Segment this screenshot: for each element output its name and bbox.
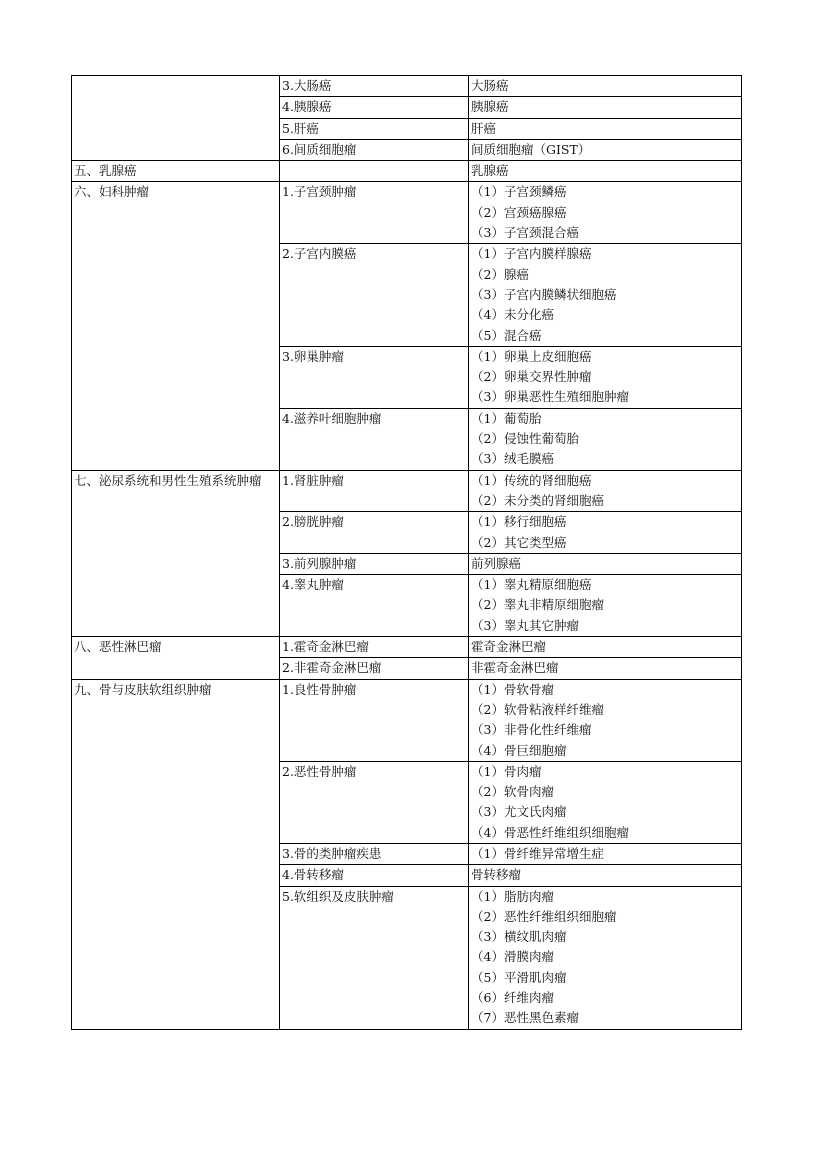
tumor-types-cell [469,161,742,182]
tumor-type-item: （3）横纹肌肉瘤 [471,929,567,945]
tumor-types-cell [469,118,742,139]
tumor-type-item: （3）子宫内膜鳞状细胞癌 [471,286,617,302]
tumor-types-cell [469,139,742,160]
category-cell [72,470,280,636]
tumor-types-cell [469,886,742,1029]
tumor-type-item: （1）卵巢上皮细胞癌 [471,348,592,364]
subcategory-cell [280,575,469,637]
subcategory-cell [280,637,469,658]
tumor-type-item: （2）腺癌 [471,266,529,282]
tumor-type-item: 间质细胞瘤（GIST） [471,141,591,157]
subcategory-cell [280,658,469,679]
subcategory-label [282,161,468,181]
tumor-type-item: （1）子宫内膜样腺癌 [471,246,592,262]
subcategory-cell [280,244,469,346]
tumor-type-item: 大肠癌 [471,78,509,93]
tumor-type-item: （3）子宫颈混合癌 [471,225,579,241]
table-body [72,76,742,1030]
tumor-type-item: （5）平滑肌肉瘤 [471,969,567,985]
tumor-types-cell [469,658,742,679]
tumor-types-cell [469,346,742,408]
subcategory-label: 3.大肠癌 [282,78,332,93]
tumor-types-cell [469,553,742,574]
tumor-type-item: 乳腺癌 [471,163,509,179]
tumor-type-item: （3）非骨化性纤维瘤 [471,722,592,738]
subcategory-label: 3.卵巢肿瘤 [282,348,344,364]
tumor-type-item: （2）未分类的肾细胞癌 [471,492,604,508]
subcategory-cell [280,886,469,1029]
tumor-type-item: （2）软骨肉瘤 [471,784,554,800]
tumor-types-cell [469,244,742,346]
tumor-type-item: （4）骨恶性纤维组织细胞瘤 [471,824,629,840]
category-cell [72,76,280,161]
subcategory-label: 4.滋养叶细胞肿瘤 [282,410,382,426]
category-label: 八、恶性淋巴瘤 [74,639,162,655]
tumor-type-item: （2）恶性纤维组织细胞瘤 [471,908,617,924]
subcategory-label: 4.睾丸肿瘤 [282,577,344,593]
tumor-types-cell [469,575,742,637]
tumor-type-item: 骨转移瘤 [471,867,522,883]
tumor-type-item: （1）睾丸精原细胞癌 [471,577,592,593]
subcategory-cell [280,865,469,886]
tumor-classification-table [71,75,742,1030]
tumor-type-item: （5）混合癌 [471,327,542,343]
table-row [72,76,742,97]
subcategory-label: 4.胰腺癌 [282,99,332,115]
subcategory-label: 1.肾脏肿瘤 [282,472,344,488]
tumor-type-item: （2）其它类型癌 [471,534,567,550]
subcategory-label: 4.骨转移瘤 [282,867,344,883]
tumor-type-item: （1）葡萄胎 [471,410,542,426]
category-cell [72,182,280,470]
tumor-type-item: （1）骨肉瘤 [471,763,542,779]
tumor-type-item: （1）传统的肾细胞癌 [471,472,592,488]
tumor-types-cell [469,761,742,843]
tumor-type-item: （2）卵巢交界性肿瘤 [471,369,592,385]
tumor-type-item: （7）恶性黑色素瘤 [471,1010,579,1026]
tumor-type-item: 非霍奇金淋巴瘤 [471,660,559,676]
category-cell [72,679,280,1029]
tumor-type-item: （4）滑膜肉瘤 [471,949,554,965]
tumor-type-item: （1）骨软骨瘤 [471,681,554,697]
tumor-type-item: （3）绒毛膜癌 [471,451,554,467]
tumor-types-cell [469,679,742,761]
tumor-type-item: 肝癌 [471,120,497,136]
table-row [72,470,742,512]
subcategory-cell [280,139,469,160]
tumor-type-item: 霍奇金淋巴瘤 [471,639,547,655]
subcategory-cell [280,512,469,554]
subcategory-cell [280,161,469,182]
subcategory-label: 6.间质细胞瘤 [282,141,357,157]
subcategory-label: 2.子宫内膜癌 [282,246,357,262]
subcategory-cell [280,346,469,408]
tumor-type-item: （1）移行细胞癌 [471,514,567,530]
table-row [72,637,742,658]
subcategory-label: 5.肝癌 [282,120,319,136]
tumor-types-cell [469,97,742,118]
tumor-type-item: （3）卵巢恶性生殖细胞肿瘤 [471,389,629,405]
tumor-types-cell [469,182,742,244]
category-label: 七、泌尿系统和男性生殖系统肿瘤 [74,472,262,488]
category-cell [72,637,280,680]
subcategory-cell [280,679,469,761]
tumor-types-cell [469,637,742,658]
tumor-types-cell [469,76,742,97]
tumor-type-item: （3）睾丸其它肿瘤 [471,617,579,633]
tumor-types-cell [469,843,742,864]
subcategory-cell [280,97,469,118]
subcategory-label: 3.骨的类肿瘤疾患 [282,845,382,861]
tumor-type-item: 前列腺癌 [471,555,522,571]
subcategory-label: 5.软组织及皮肤肿瘤 [282,888,394,904]
subcategory-cell [280,761,469,843]
subcategory-label: 3.前列腺肿瘤 [282,555,357,571]
category-cell [72,161,280,182]
tumor-type-item: （2）侵蚀性葡萄胎 [471,431,579,447]
subcategory-cell [280,553,469,574]
tumor-type-item: （2）睾丸非精原细胞瘤 [471,597,604,613]
tumor-type-item: （6）纤维肉瘤 [471,990,554,1006]
subcategory-cell [280,843,469,864]
category-label: 六、妇科肿瘤 [74,184,150,200]
tumor-types-cell [469,470,742,512]
table-row [72,161,742,182]
subcategory-label: 1.霍奇金淋巴瘤 [282,639,369,655]
tumor-type-item: （3）尤文氏肉瘤 [471,804,567,820]
tumor-type-item: （2）宫颈癌腺癌 [471,204,567,220]
category-label: 九、骨与皮肤软组织肿瘤 [74,681,212,697]
subcategory-label: 1.良性骨肿瘤 [282,681,357,697]
tumor-types-cell [469,408,742,470]
table-row [72,182,742,244]
tumor-type-item: （1）子宫颈鳞癌 [471,184,567,200]
subcategory-label: 2.非霍奇金淋巴瘤 [282,660,382,676]
tumor-type-item: （1）骨纤维异常增生症 [471,845,604,861]
subcategory-cell [280,408,469,470]
tumor-type-item: （1）脂肪肉瘤 [471,888,554,904]
subcategory-label: 1.子宫颈肿瘤 [282,184,357,200]
tumor-type-item: （4）未分化癌 [471,307,554,323]
category-label: 五、乳腺癌 [74,163,137,179]
subcategory-cell [280,76,469,97]
subcategory-cell [280,182,469,244]
tumor-types-cell [469,512,742,554]
subcategory-cell [280,470,469,512]
table-row [72,679,742,761]
tumor-type-item: 胰腺癌 [471,99,509,115]
tumor-type-item: （2）软骨粘液样纤维瘤 [471,701,604,717]
tumor-types-cell [469,865,742,886]
subcategory-label: 2.恶性骨肿瘤 [282,763,357,779]
tumor-type-item: （4）骨巨细胞瘤 [471,742,567,758]
subcategory-label: 2.膀胱肿瘤 [282,514,344,530]
subcategory-cell [280,118,469,139]
